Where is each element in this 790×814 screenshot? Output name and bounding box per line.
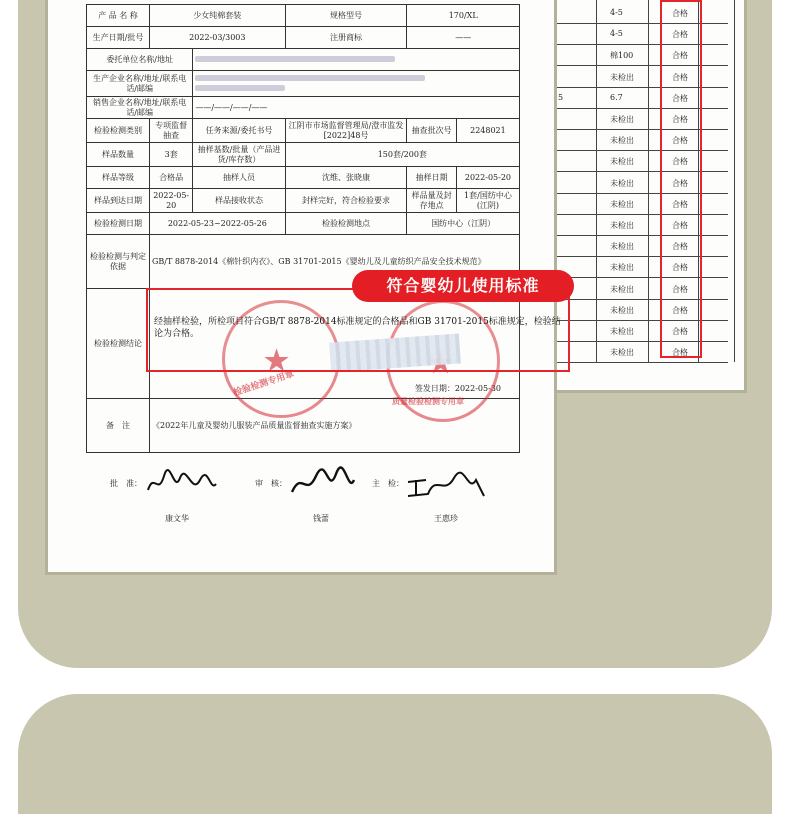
label-seller: 销售企业名称/地址/联系电话/邮编 xyxy=(87,97,193,119)
label-sample-qty: 样品数量 xyxy=(87,143,150,167)
value-entrust-redacted xyxy=(193,49,520,71)
result-verdict: 合格 xyxy=(672,136,688,146)
result-value: 6.7 xyxy=(610,92,623,102)
result-value: 未检出 xyxy=(610,221,634,230)
value-store: 1套/国纺中心(江阴) xyxy=(456,189,519,213)
main-inspector-label: 主 检： xyxy=(372,479,404,488)
result-value: 未检出 xyxy=(610,284,634,294)
result-verdict: 合格 xyxy=(672,263,688,273)
value-arrive-date: 2022-05-20 xyxy=(150,189,193,213)
value-task-source: 江阴市市场监督管理局/澄市监发[2022]48号 xyxy=(285,119,407,143)
result-verdict: 合格 xyxy=(672,305,688,315)
label-sample-no: 抽查批次号 xyxy=(407,119,456,143)
value-model: 170/XL xyxy=(407,5,520,27)
result-verdict: 合格 xyxy=(672,51,688,61)
result-value: 4-5 xyxy=(610,29,623,39)
result-verdict: 合格 xyxy=(672,93,688,103)
main-inspector-name: 王惠珍 xyxy=(434,514,458,523)
result-verdict: 合格 xyxy=(672,348,688,358)
approve-signature xyxy=(144,466,218,502)
label-trademark: 注册商标 xyxy=(285,27,407,49)
value-sample-no: 2248021 xyxy=(456,119,519,143)
result-verdict: 合格 xyxy=(672,284,688,294)
review-signature xyxy=(288,466,358,502)
label-production-date: 生产日期/批号 xyxy=(87,27,150,49)
result-verdict: 合格 xyxy=(672,72,688,82)
label-sampler: 抽样人员 xyxy=(193,167,285,189)
results-sheet xyxy=(548,0,744,390)
result-value: 4-5 xyxy=(610,8,623,17)
review-label: 审 核： xyxy=(255,479,287,488)
label-sample-base: 抽样基数/批量（产品进货/库存数） xyxy=(193,143,285,167)
value-test-type: 专项监督抽查 xyxy=(150,119,193,143)
left-stamp-star-icon: ★ xyxy=(264,344,290,377)
value-test-date: 2022-05-23~2022-05-26 xyxy=(150,213,286,235)
result-value: 未检出 xyxy=(610,327,634,336)
label-test-date: 检验检测日期 xyxy=(87,213,150,235)
label-test-type: 检验检测类别 xyxy=(87,119,150,143)
label-sample-date: 抽样日期 xyxy=(407,167,456,189)
label-remark: 备 注 xyxy=(87,399,150,453)
result-verdict: 合格 xyxy=(672,178,688,188)
value-receive-state: 封样完好，符合检验要求 xyxy=(285,189,407,213)
result-lead: 5 xyxy=(558,92,564,102)
result-value: 未检出 xyxy=(610,263,634,273)
result-verdict: 合格 xyxy=(672,30,688,40)
value-sample-date: 2022-05-20 xyxy=(456,167,519,189)
value-seller: ——/——/——/—— xyxy=(193,97,520,119)
result-value: 未检出 xyxy=(610,115,634,124)
left-stamp-text: 检验检测专用章 xyxy=(232,369,296,399)
result-value: 未检出 xyxy=(610,199,634,209)
standard-compliance-callout: 符合婴幼儿使用标准 xyxy=(352,270,574,302)
label-arrive-date: 样品到达日期 xyxy=(87,189,150,213)
result-value: 未检出 xyxy=(610,242,634,252)
result-verdict: 合格 xyxy=(672,221,688,230)
value-producer-redacted xyxy=(193,71,520,97)
result-verdict: 合格 xyxy=(672,115,688,124)
right-stamp-text: 质量检验检测专用章 xyxy=(392,396,464,406)
value-sampler: 沈维、张晓康 xyxy=(285,167,407,189)
result-verdict: 合格 xyxy=(672,199,688,209)
label-basis: 检验检测与判定依据 xyxy=(87,235,150,289)
value-basis: GB/T 8878-2014《棉针织内衣》、GB 31701-2015《婴幼儿及儿童纺织产品安全技术规范》 xyxy=(150,235,520,289)
label-grade: 样品等级 xyxy=(87,167,150,189)
review-name: 钱蕾 xyxy=(313,514,329,523)
value-production-date: 2022-03/3003 xyxy=(150,27,286,49)
label-task-source: 任务来源/委托书号 xyxy=(193,119,285,143)
label-receive-state: 样品接收状态 xyxy=(193,189,285,213)
value-sign-date: 签发日期：2022-05-30 xyxy=(150,289,520,399)
result-verdict: 合格 xyxy=(672,242,688,252)
label-entrust: 委托单位名称/地址 xyxy=(87,49,193,71)
label-product-name: 产 品 名 称 xyxy=(87,5,150,27)
approve-name: 康文华 xyxy=(165,514,189,523)
value-test-place: 国纺中心（江阴） xyxy=(407,213,520,235)
verdict-highlight-box xyxy=(660,0,702,358)
value-product-name: 少女纯棉套装 xyxy=(150,5,286,27)
value-remark: 《2022年儿童及婴幼儿服装产品质量监督抽查实施方案》 xyxy=(150,399,520,453)
background-panel-bottom xyxy=(18,694,772,814)
result-value: 未检出 xyxy=(610,72,634,82)
value-grade: 合格品 xyxy=(150,167,193,189)
result-verdict: 合格 xyxy=(672,9,688,18)
grid-line xyxy=(734,0,735,362)
main-inspector-signature xyxy=(404,466,488,502)
result-value: 未检出 xyxy=(610,178,634,188)
value-sample-base: 150套/200套 xyxy=(285,143,519,167)
label-model: 规格型号 xyxy=(285,5,407,27)
label-test-place: 检验检测地点 xyxy=(285,213,407,235)
label-producer: 生产企业名称/地址/联系电话/邮编 xyxy=(87,71,193,97)
result-verdict: 合格 xyxy=(672,327,688,336)
result-value: 未检出 xyxy=(610,136,634,146)
value-sample-qty: 3套 xyxy=(150,143,193,167)
label-conclusion: 检验检测结论 xyxy=(87,289,150,399)
value-trademark: —— xyxy=(407,27,520,49)
conclusion-text: 经抽样检验，所检项目符合GB/T 8878-2014标准规定的合格品和GB 31701-2015标准规定，检验结论为合格。 xyxy=(154,317,561,339)
approve-label: 批 准： xyxy=(110,479,142,488)
label-store: 样品量及封存地点 xyxy=(407,189,456,213)
result-value: 未检出 xyxy=(610,305,634,315)
result-value: 棉100 xyxy=(610,51,634,61)
result-value: 未检出 xyxy=(610,348,634,358)
result-value: 未检出 xyxy=(610,157,634,167)
result-verdict: 合格 xyxy=(672,157,688,167)
